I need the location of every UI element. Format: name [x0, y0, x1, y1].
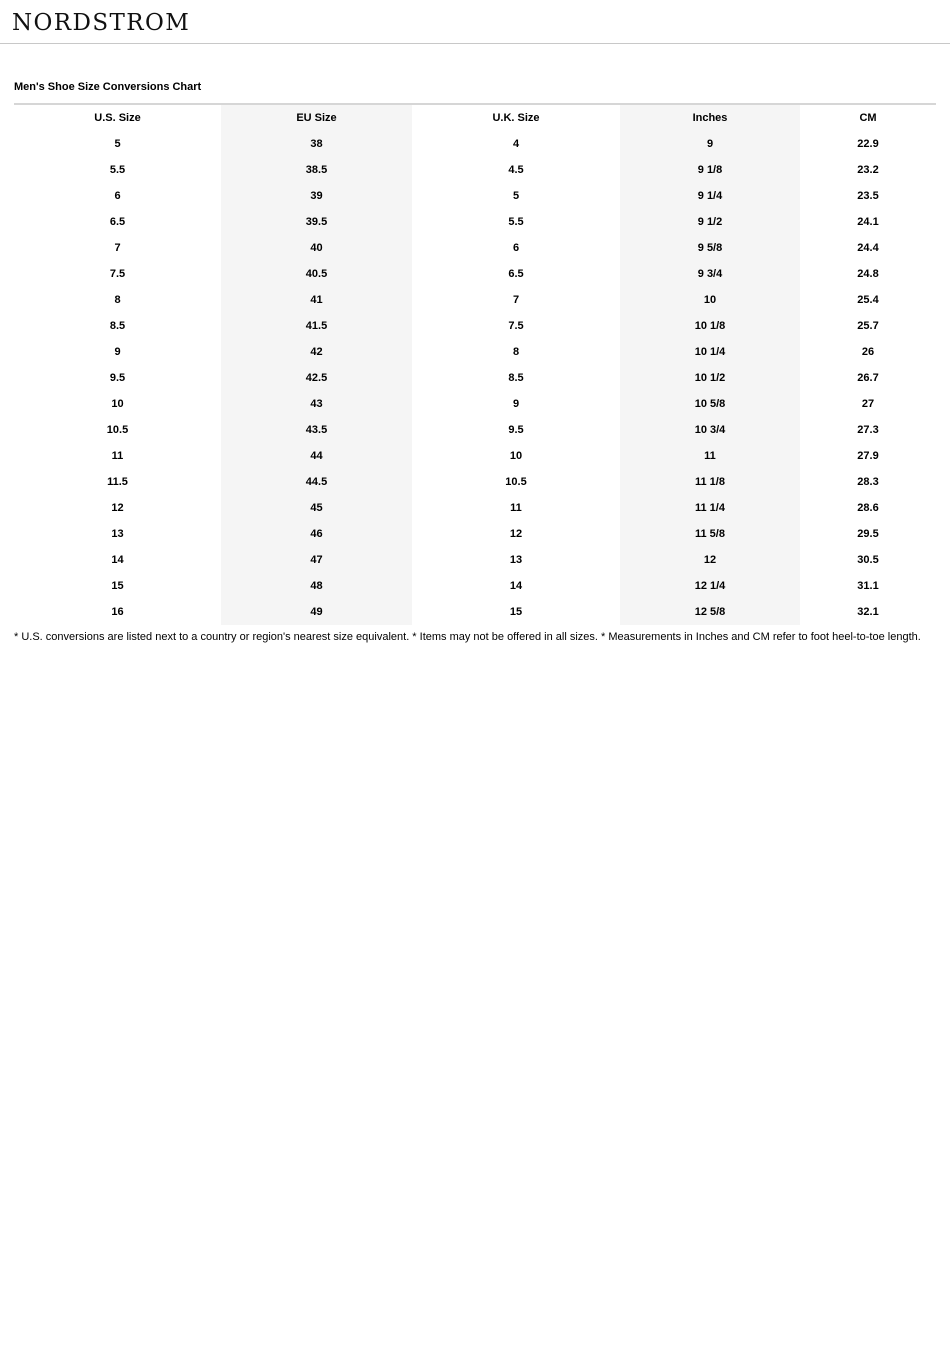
inches-cell: 10 5/8 [620, 391, 800, 417]
eu-size-cell: 45 [221, 495, 412, 521]
inches-cell: 10 1/8 [620, 313, 800, 339]
cm-cell: 31.1 [857, 580, 879, 592]
inches-cell: 10 1/2 [620, 365, 800, 391]
eu-size-cell: 40.5 [221, 261, 412, 287]
column-header-uk-size: U.K. Size [492, 112, 540, 124]
table-body [14, 131, 936, 625]
uk-size-cell: 7 [512, 294, 520, 306]
table-row [14, 573, 936, 599]
eu-size-cell: 46 [221, 521, 412, 547]
uk-size-cell: 6 [512, 242, 520, 254]
uk-size-cell: 8.5 [508, 372, 524, 384]
cm-cell: 28.3 [857, 476, 879, 488]
us-size-cell: 8.5 [109, 320, 126, 332]
column-header-eu-size: EU Size [221, 104, 412, 131]
us-size-cell: 12 [111, 502, 124, 514]
eu-size-cell: 38.5 [221, 157, 412, 183]
us-size-cell: 11.5 [107, 476, 128, 488]
inches-cell: 9 1/2 [620, 209, 800, 235]
table-row [14, 313, 936, 339]
column-header-us-size: U.S. Size [94, 112, 141, 124]
eu-size-cell: 44.5 [221, 469, 412, 495]
cm-cell: 26 [861, 346, 875, 358]
us-size-cell: 7.5 [109, 268, 126, 280]
uk-size-cell: 5 [512, 190, 520, 202]
uk-size-cell: 4 [512, 138, 520, 150]
table-row [14, 469, 936, 495]
cm-cell: 23.5 [857, 190, 879, 202]
footnote: * U.S. conversions are listed next to a country or region's nearest size equivalent. * Items may not be offered in all sizes. * Measurements in Inches and CM refer to foot heel-to-toe length. [14, 631, 921, 643]
us-size-cell: 9 [114, 346, 121, 358]
inches-cell: 9 5/8 [620, 235, 800, 261]
table-row [14, 417, 936, 443]
table-header-row [14, 104, 936, 131]
cm-cell: 29.5 [857, 528, 879, 540]
cm-cell: 32.1 [857, 606, 879, 618]
eu-size-cell: 42 [221, 339, 412, 365]
uk-size-cell: 7.5 [508, 320, 524, 332]
inches-cell: 9 3/4 [620, 261, 800, 287]
uk-size-cell: 5.5 [508, 216, 524, 228]
table-row [14, 261, 936, 287]
uk-size-cell: 4.5 [508, 164, 524, 176]
uk-size-cell: 11 [510, 502, 522, 514]
us-size-cell: 14 [111, 554, 124, 566]
us-size-cell: 5 [114, 138, 121, 150]
us-size-cell: 11 [111, 450, 124, 462]
cm-cell: 27.3 [857, 424, 879, 436]
size-conversion-table [14, 103, 936, 625]
table-row [14, 495, 936, 521]
cm-cell: 25.4 [857, 294, 879, 306]
eu-size-cell: 38 [221, 131, 412, 157]
table-row [14, 287, 936, 313]
eu-size-cell: 42.5 [221, 365, 412, 391]
inches-cell: 9 1/4 [620, 183, 800, 209]
uk-size-cell: 10 [509, 450, 523, 462]
cm-cell: 25.7 [857, 320, 879, 332]
inches-cell: 9 1/8 [620, 157, 800, 183]
us-size-cell: 10.5 [106, 424, 129, 436]
inches-cell: 10 3/4 [620, 417, 800, 443]
uk-size-cell: 14 [509, 580, 523, 592]
table-row [14, 547, 936, 573]
eu-size-cell: 39.5 [221, 209, 412, 235]
eu-size-cell: 41 [221, 287, 412, 313]
us-size-cell: 7 [114, 242, 121, 254]
inches-cell: 11 1/8 [620, 469, 800, 495]
table-row [14, 521, 936, 547]
us-size-cell: 15 [111, 580, 124, 592]
table-row [14, 183, 936, 209]
eu-size-cell: 41.5 [221, 313, 412, 339]
inches-cell: 10 1/4 [620, 339, 800, 365]
eu-size-cell: 43.5 [221, 417, 412, 443]
us-size-cell: 5.5 [109, 164, 126, 176]
uk-size-cell: 12 [509, 528, 523, 540]
cm-cell: 27 [861, 398, 875, 410]
eu-size-cell: 48 [221, 573, 412, 599]
cm-cell: 30.5 [857, 554, 879, 566]
table-row [14, 235, 936, 261]
nordstrom-logo[interactable]: NORDSTROM [12, 10, 191, 36]
inches-cell: 11 [620, 443, 800, 469]
uk-size-cell: 9.5 [508, 424, 524, 436]
inches-cell: 11 1/4 [620, 495, 800, 521]
uk-size-cell: 15 [509, 606, 523, 618]
eu-size-cell: 47 [221, 547, 412, 573]
inches-cell: 12 [620, 547, 800, 573]
cm-cell: 24.8 [857, 268, 879, 280]
us-size-cell: 8 [114, 294, 121, 306]
column-header-inches: Inches [620, 104, 800, 131]
table-row [14, 209, 936, 235]
eu-size-cell: 49 [221, 599, 412, 625]
eu-size-cell: 43 [221, 391, 412, 417]
inches-cell: 12 1/4 [620, 573, 800, 599]
us-size-cell: 13 [111, 528, 124, 540]
uk-size-cell: 13 [509, 554, 523, 566]
table-row [14, 131, 936, 157]
table-row [14, 339, 936, 365]
cm-cell: 27.9 [857, 450, 879, 462]
uk-size-cell: 8 [512, 346, 520, 358]
cm-cell: 24.1 [857, 216, 879, 228]
column-header-cm: CM [859, 112, 877, 124]
inches-cell: 10 [620, 287, 800, 313]
table-row [14, 599, 936, 625]
page-header [0, 0, 950, 44]
cm-cell: 24.4 [857, 242, 879, 254]
table-row [14, 365, 936, 391]
eu-size-cell: 40 [221, 235, 412, 261]
eu-size-cell: 39 [221, 183, 412, 209]
us-size-cell: 6.5 [109, 216, 126, 228]
inches-cell: 9 [620, 131, 800, 157]
table-row [14, 391, 936, 417]
us-size-cell: 9.5 [109, 372, 126, 384]
cm-cell: 23.2 [857, 164, 879, 176]
us-size-cell: 6 [114, 190, 121, 202]
uk-size-cell: 9 [512, 398, 520, 410]
chart-title: Men's Shoe Size Conversions Chart [14, 81, 202, 93]
us-size-cell: 10 [111, 398, 124, 410]
inches-cell: 11 5/8 [620, 521, 800, 547]
cm-cell: 26.7 [857, 372, 879, 384]
table-row [14, 443, 936, 469]
cm-cell: 28.6 [857, 502, 879, 514]
uk-size-cell: 6.5 [508, 268, 524, 280]
cm-cell: 22.9 [857, 138, 879, 150]
uk-size-cell: 10.5 [505, 476, 527, 488]
inches-cell: 12 5/8 [620, 599, 800, 625]
us-size-cell: 16 [111, 606, 124, 618]
table-row [14, 157, 936, 183]
eu-size-cell: 44 [221, 443, 412, 469]
